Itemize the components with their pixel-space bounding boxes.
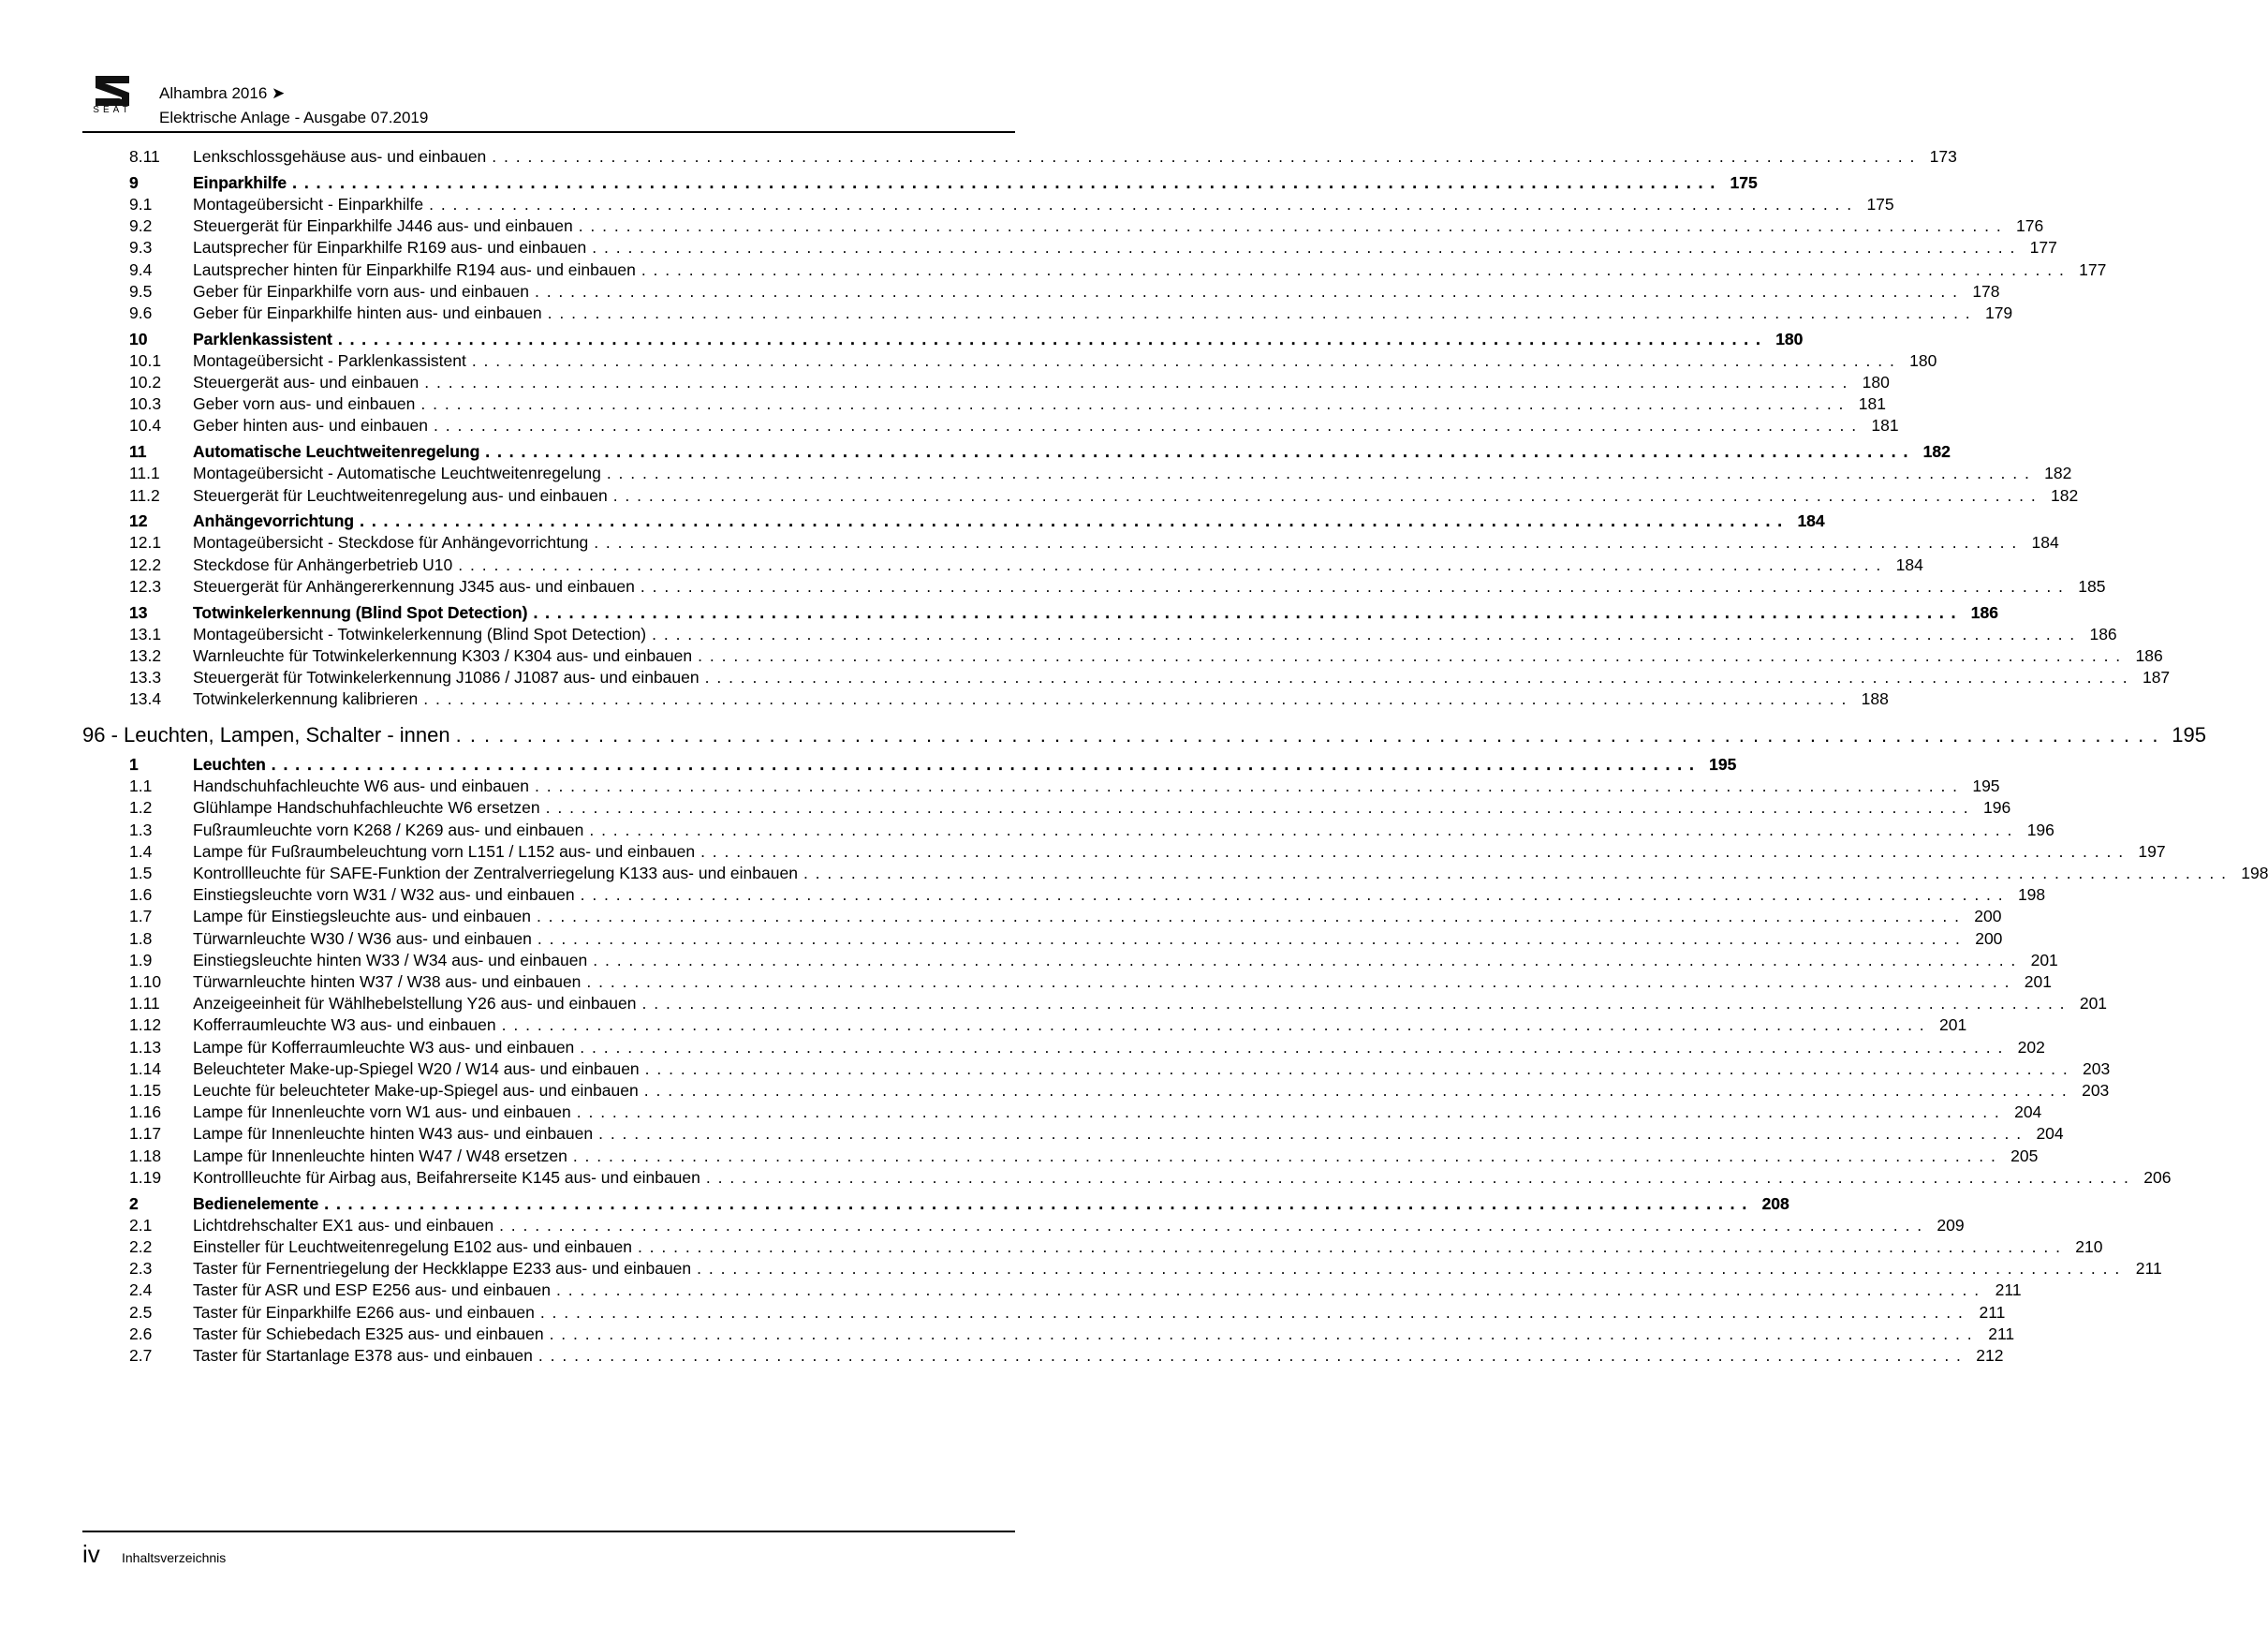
toc-title: Lampe für Innenleuchte hinten W43 aus- und einbauen [193, 1124, 594, 1144]
toc-entry-row [129, 1302, 2006, 1323]
toc-leader-dots: . . . . . . . . . . . . . . . . . . . . . . . . . . . . . . . . . . . . . . . . . . . . . . . . . . . . . . . . . . . . . . . . . . . . . . . . . . . . . . . . . . . . . . . . . . . . . . . . . . . . . . . . . . . . . . . . . . . . . . . . [292, 172, 1716, 192]
toc-page-number: 185 [2078, 576, 2106, 596]
toc-page-number: 198 [2241, 864, 2268, 882]
toc-page-number: 211 [1995, 1280, 2022, 1300]
toc-number: 2 [129, 1193, 139, 1213]
toc-title: Geber für Einparkhilfe hinten aus- und einbauen [193, 303, 542, 322]
toc-number: 9.4 [129, 259, 153, 279]
toc-page-number: 211 [1979, 1302, 2006, 1322]
toc-number: 9.1 [129, 194, 153, 214]
toc-leader-dots: . . . . . . . . . . . . . . . . . . . . . . . . . . . . . . . . . . . . . . . . . . . . . . . . . . . . . . . . . . . . . . . . . . . . . . . . . . . . . . . . . . . . . . . . . . . . . . . . . . . . . . . . . . . . . . . . . . . . . . . . [697, 1259, 2121, 1279]
toc-title: Automatische Leuchtweitenregelung [193, 442, 480, 462]
toc-entry-row [129, 1236, 2103, 1257]
toc-page-number: 187 [2142, 668, 2171, 688]
toc-title: Lampe für Kofferraumleuchte W3 aus- und einbauen [193, 1037, 575, 1057]
toc-number: 9.5 [129, 281, 153, 301]
toc-page-number: 203 [2082, 1081, 2110, 1100]
toc-leader-dots: . . . . . . . . . . . . . . . . . . . . . . . . . . . . . . . . . . . . . . . . . . . . . . . . . . . . . . . . . . . . . . . . . . . . . . . . . . . . . . . . . . . . . . . . . . . . . . . . . . . . . . . . . . . . . . . . . . . . . . . . [705, 1167, 2130, 1187]
toc-leader-dots: . . . . . . . . . . . . . . . . . . . . . . . . . . . . . . . . . . . . . . . . . . . . . . . . . . . . . . . . . . . . . . . . . . . . . . . . . . . . . . . . . . . . . . . . . . . . . . . . . . . . . . . . . . . . . . . . . . . . . . . . [535, 777, 1959, 796]
toc-leader-dots: . . . . . . . . . . . . . . . . . . . . . . . . . . . . . . . . . . . . . . . . . . . . . . . . . . . . . . . . . . . . . . . . . . . . . . . . . . . . . . . . . . . . . . . . . . . . . . . . . . . . . . . . . . . . . . . . . . . . . . . . [434, 416, 1858, 436]
toc-page-number: 175 [1730, 172, 1758, 192]
toc-entry-row [129, 841, 2166, 862]
toc-page-number: 176 [2016, 216, 2044, 236]
toc-number: 2.2 [129, 1236, 153, 1256]
toc-leader-dots: . . . . . . . . . . . . . . . . . . . . . . . . . . . . . . . . . . . . . . . . . . . . . . . . . . . . . . . . . . . . . . . . . . . . . . . . . . . . . . . . . . . . . . . . . . . . . . . . . . . . . . . . . . . . . . . . . . . . . . . . [492, 147, 1916, 166]
toc-title: Taster für Einparkhilfe E266 aus- und einbauen [193, 1302, 535, 1322]
toc-entry-row [129, 238, 2057, 258]
toc-entry-row [129, 972, 2052, 992]
toc-title: Warnleuchte für Totwinkelerkennung K303 / K304 aus- und einbauen [193, 645, 693, 665]
toc-entry-row [129, 645, 2163, 666]
toc-number: 1.11 [129, 994, 160, 1013]
toc-title: Steuergerät für Totwinkelerkennung J1086 / J1087 aus- und einbauen [193, 668, 700, 688]
toc-title: Montageübersicht - Einparkhilfe [193, 194, 424, 214]
toc-leader-dots: . . . . . . . . . . . . . . . . . . . . . . . . . . . . . . . . . . . . . . . . . . . . . . . . . . . . . . . . . . . . . . . . . . . . . . . . . . . . . . . . . . . . . . . . . . . . . . . . . . . . . . . . . . . . . . . . . . . . . . . . [429, 194, 1853, 214]
toc-title: Parklenkassistent [193, 329, 332, 348]
toc-number: 10 [129, 329, 148, 348]
toc-leader-dots: . . . . . . . . . . . . . . . . . . . . . . . . . . . . . . . . . . . . . . . . . . . . . . . . . . . . . . . . . . . . . . . . . . . . . . . . . . . . . . . . . . . . . . . . . . . . . . . . . . . . . . . . . . . . . . . . . . . . . . . . [576, 1102, 2001, 1122]
toc-title: Geber hinten aus- und einbauen [193, 416, 429, 436]
toc-entry-row [129, 394, 1886, 414]
toc-number: 8.11 [129, 147, 160, 166]
toc-title: Lautsprecher hinten für Einparkhilfe R194 aus- und einbauen [193, 259, 636, 279]
toc-leader-dots: . . . . . . . . . . . . . . . . . . . . . . . . . . . . . . . . . . . . . . . . . . . . . . . . . . . . . . . . . . . . . . . . . . . . . . . . . . . . . . . . . . . . . . . . . . . . . . . . . . . . . . . . . . . . . . . . . . . . . . . . [593, 950, 2017, 969]
toc-entry-row [129, 533, 2059, 553]
toc-number: 13.1 [129, 624, 162, 643]
toc-entry-row [129, 864, 2268, 883]
toc-number: 1.10 [129, 972, 162, 991]
toc-number: 10.4 [129, 416, 162, 436]
toc-leader-dots: . . . . . . . . . . . . . . . . . . . . . . . . . . . . . . . . . . . . . . . . . . . . . . . . . . . . . . . . . . . . . . . . . . . . . . . . . . . . . . . . . . . . . . . . . . . . . . . . . . . . . . . . . . . . . . . . . . . . . . . . [704, 668, 2129, 688]
toc-page-number: 186 [1970, 602, 1998, 622]
toc-chapter-row [129, 442, 1951, 462]
toc-entry-row [129, 907, 2002, 926]
toc-number: 10.2 [129, 373, 162, 392]
toc-page-number: 173 [1929, 147, 1957, 166]
toc-page-number: 177 [2029, 238, 2057, 258]
toc-entry-row [129, 555, 1923, 575]
toc-number: 1.8 [129, 928, 153, 948]
toc-page-number: 178 [1972, 281, 2000, 301]
toc-entry-row [129, 950, 2058, 970]
toc-entry-row [129, 281, 2000, 302]
toc-title: Steuergerät aus- und einbauen [193, 373, 420, 392]
toc-leader-dots: . . . . . . . . . . . . . . . . . . . . . . . . . . . . . . . . . . . . . . . . . . . . . . . . . . . . . . . . . . . . . . . . . . . . . . . . . . . . . . . . . . . . . . . . . . . . . . . . . . . . . . . . . . . . . . . . . . . . . . . . [501, 1015, 1926, 1035]
toc-page-number: 205 [2010, 1146, 2039, 1165]
toc-leader-dots: . . . . . . . . . . . . . . . . . . . . . . . . . . . . . . . . . . . . . . . . . . . . . . . . . . . . . . . . . . . . . . . . . . . . . . . . . . . . . . . . . . . . . . . . . . . . . . . . . . . . . . . . . . . . . . . . . . . . . . . . [594, 533, 2018, 553]
toc-page-number: 182 [2044, 464, 2072, 483]
toc-page-number: 184 [1797, 511, 1825, 531]
toc-page-number: 209 [1937, 1215, 1965, 1235]
footer-divider [82, 1531, 1015, 1532]
toc-entry-row [129, 1259, 2162, 1279]
toc-title: Anzeigeeinheit für Wählhebelstellung Y26 aus- und einbauen [193, 994, 637, 1013]
toc-leader-dots: . . . . . . . . . . . . . . . . . . . . . . . . . . . . . . . . . . . . . . . . . . . . . . . . . . . . . . . . . . . . . . . . . . . . . . . . . . . . . . . . . . . . . . . . . . . . . . . . . . . . . . . . . . . . . . . . . . . . . . . . [586, 972, 2010, 991]
toc-page-number: 180 [1775, 329, 1804, 348]
toc-page-number: 203 [2083, 1058, 2111, 1078]
toc-number: 1.17 [129, 1124, 162, 1144]
toc-page-number: 180 [1909, 350, 1937, 370]
toc-leader-dots: . . . . . . . . . . . . . . . . . . . . . . . . . . . . . . . . . . . . . . . . . . . . . . . . . . . . . . . . . . . . . . . . . . . . . . . . . . . . . . . . . . . . . . . . . . . . . . . . . . . . . . . . . . . . . . . . . . . . . . . . [360, 511, 1784, 531]
toc-leader-dots: . . . . . . . . . . . . . . . . . . . . . . . . . . . . . . . . . . . . . . . . . . . . . . . . . . . . . . . . . . . . . . . . . . . . . . . . . . . . . . . . . . . . . . . . . . . . . . . . . . . . . . . . . . . . . . . . . . . . . . . . [423, 689, 1848, 709]
toc-number: 1.16 [129, 1102, 162, 1122]
toc-number: 11.2 [129, 485, 160, 505]
toc-page-number: 211 [1988, 1324, 2015, 1343]
toc-page-number: 180 [1862, 373, 1890, 392]
toc-chapter-row [129, 172, 1758, 193]
toc-number: 2.1 [129, 1215, 153, 1235]
toc-title: Leuchten [193, 755, 266, 774]
toc-number: 13.4 [129, 689, 162, 709]
toc-page-number: 201 [1938, 1015, 1967, 1035]
toc-title: Taster für Fernentriegelung der Heckklappe E233 aus- und einbauen [193, 1259, 692, 1279]
toc-leader-dots: . . . . . . . . . . . . . . . . . . . . . . . . . . . . . . . . . . . . . . . . . . . . . . . . . . . . . . . . . . . . . . . . . . . . . . . . . . . . . . . . . . . . . . . . . . . . . . . . . . . . . . . . . . . . . . . . . . . . . . . . [455, 722, 2159, 747]
toc-page-number: 204 [2014, 1102, 2042, 1122]
toc-number: 10.1 [129, 350, 162, 370]
toc-leader-dots: . . . . . . . . . . . . . . . . . . . . . . . . . . . . . . . . . . . . . . . . . . . . . . . . . . . . . . . . . . . . . . . . . . . . . . . . . . . . . . . . . . . . . . . . . . . . . . . . . . . . . . . . . . . . . . . . . . . . . . . . [640, 576, 2065, 596]
toc-title: Lampe für Innenleuchte hinten W47 / W48 ersetzen [193, 1146, 567, 1165]
toc-page-number: 212 [1976, 1345, 2004, 1365]
toc-page-number: 188 [1861, 689, 1889, 709]
toc-chapter-row [129, 755, 1737, 775]
toc-number: 2.7 [129, 1345, 153, 1365]
toc-leader-dots: . . . . . . . . . . . . . . . . . . . . . . . . . . . . . . . . . . . . . . . . . . . . . . . . . . . . . . . . . . . . . . . . . . . . . . . . . . . . . . . . . . . . . . . . . . . . . . . . . . . . . . . . . . . . . . . . . . . . . . . . [641, 994, 2067, 1013]
toc-leader-dots: . . . . . . . . . . . . . . . . . . . . . . . . . . . . . . . . . . . . . . . . . . . . . . . . . . . . . . . . . . . . . . . . . . . . . . . . . . . . . . . . . . . . . . . . . . . . . . . . . . . . . . . . . . . . . . . . . . . . . . . . [499, 1215, 1923, 1235]
toc-page-number: 182 [1922, 442, 1951, 462]
toc-number: 1.4 [129, 841, 153, 861]
toc-entry-row [129, 259, 2107, 280]
toc-title: Einstiegsleuchte hinten W33 / W34 aus- und einbauen [193, 950, 588, 969]
toc-page-number: 195 [1709, 755, 1737, 774]
toc-title: Steuergerät für Anhängererkennung J345 aus- und einbauen [193, 576, 635, 596]
toc-page-number: 196 [1982, 798, 2011, 818]
toc-title: Lautsprecher für Einparkhilfe R169 aus- und einbauen [193, 238, 587, 258]
toc-title: Kofferraumleuchte W3 aus- und einbauen [193, 1015, 496, 1035]
toc-title: Geber für Einparkhilfe vorn aus- und einbauen [193, 281, 529, 301]
toc-title: Steuergerät für Leuchtweitenregelung aus- und einbauen [193, 485, 608, 505]
toc-page-number: 186 [2135, 645, 2163, 665]
toc-title: Einstiegsleuchte vorn W31 / W32 aus- und einbauen [193, 885, 575, 905]
toc-number: 1.1 [129, 777, 153, 796]
toc-title: Lampe für Innenleuchte vorn W1 aus- und einbauen [193, 1102, 571, 1122]
toc-leader-dots: . . . . . . . . . . . . . . . . . . . . . . . . . . . . . . . . . . . . . . . . . . . . . . . . . . . . . . . . . . . . . . . . . . . . . . . . . . . . . . . . . . . . . . . . . . . . . . . . . . . . . . . . . . . . . . . . . . . . . . . . [641, 259, 2066, 279]
toc-page-number: 175 [1866, 194, 1894, 214]
toc-page-number: 201 [2079, 994, 2108, 1013]
toc-number: 1.9 [129, 950, 153, 969]
toc-number: 1.6 [129, 885, 153, 905]
toc-title: Glühlampe Handschuhfachleuchte W6 ersetzen [193, 798, 540, 818]
footer-label: Inhaltsverzeichnis [122, 1550, 227, 1565]
toc-leader-dots: . . . . . . . . . . . . . . . . . . . . . . . . . . . . . . . . . . . . . . . . . . . . . . . . . . . . . . . . . . . . . . . . . . . . . . . . . . . . . . . . . . . . . . . . . . . . . . . . . . . . . . . . . . . . . . . . . . . . . . . . [471, 350, 1896, 370]
toc-page-number: 210 [2075, 1236, 2103, 1256]
toc-leader-dots: . . . . . . . . . . . . . . . . . . . . . . . . . . . . . . . . . . . . . . . . . . . . . . . . . . . . . . . . . . . . . . . . . . . . . . . . . . . . . . . . . . . . . . . . . . . . . . . . . . . . . . . . . . . . . . . . . . . . . . . . [547, 303, 1972, 322]
toc-leader-dots: . . . . . . . . . . . . . . . . . . . . . . . . . . . . . . . . . . . . . . . . . . . . . . . . . . . . . . . . . . . . . . . . . . . . . . . . . . . . . . . . . . . . . . . . . . . . . . . . . . . . . . . . . . . . . . . . . . . . . . . . [572, 1146, 1997, 1165]
toc-entry-row [129, 194, 1894, 214]
toc-leader-dots: . . . . . . . . . . . . . . . . . . . . . . . . . . . . . . . . . . . . . . . . . . . . . . . . . . . . . . . . . . . . . . . . . . . . . . . . . . . . . . . . . . . . . . . . . . . . . . . . . . . . . . . . . . . . . . . . . . . . . . . . [538, 1345, 1963, 1365]
toc-title: Steckdose für Anhängerbetrieb U10 [193, 555, 453, 574]
toc-entry-row [129, 1037, 2045, 1058]
toc-number: 9.6 [129, 303, 153, 322]
document-subtitle: Elektrische Anlage - Ausgabe 07.2019 [159, 109, 429, 126]
toc-title: Lichtdrehschalter EX1 aus- und einbauen [193, 1215, 494, 1235]
toc-leader-dots: . . . . . . . . . . . . . . . . . . . . . . . . . . . . . . . . . . . . . . . . . . . . . . . . . . . . . . . . . . . . . . . . . . . . . . . . . . . . . . . . . . . . . . . . . . . . . . . . . . . . . . . . . . . . . . . . . . . . . . . . [420, 394, 1845, 414]
toc-number: 1.19 [129, 1167, 162, 1187]
toc-entry-row [129, 216, 2044, 236]
toc-title: Taster für Startanlage E378 aus- und einbauen [193, 1345, 533, 1365]
toc-number: 2.6 [129, 1324, 153, 1343]
toc-number: 1.13 [129, 1037, 162, 1057]
toc-title: Kontrollleuchte für SAFE-Funktion der Zentralverriegelung K133 aus- und einbauen [193, 864, 798, 882]
toc-entry-row [129, 1324, 2015, 1344]
toc-page-number: 197 [2138, 841, 2166, 861]
toc-number: 9 [129, 172, 139, 192]
toc-leader-dots: . . . . . . . . . . . . . . . . . . . . . . . . . . . . . . . . . . . . . . . . . . . . . . . . . . . . . . . . . . . . . . . . . . . . . . . . . . . . . . . . . . . . . . . . . . . . . . . . . . . . . . . . . . . . . . . . . . . . . . . . [606, 464, 2031, 483]
toc-title: Lenkschlossgehäuse aus- und einbauen [193, 147, 487, 166]
toc-number: 10.3 [129, 394, 162, 414]
toc-leader-dots: . . . . . . . . . . . . . . . . . . . . . . . . . . . . . . . . . . . . . . . . . . . . . . . . . . . . . . . . . . . . . . . . . . . . . . . . . . . . . . . . . . . . . . . . . . . . . . . . . . . . . . . . . . . . . . . . . . . . . . . . [271, 755, 1696, 774]
toc-title: Fußraumleuchte vorn K268 / K269 aus- und einbauen [193, 820, 584, 839]
toc-number: 11.1 [129, 464, 160, 483]
toc-number: 1.15 [129, 1081, 162, 1100]
toc-page-number: 211 [2135, 1259, 2162, 1279]
toc-entry-row [129, 303, 2013, 323]
document-title: Alhambra 2016 ➤ [159, 84, 286, 102]
toc-leader-dots: . . . . . . . . . . . . . . . . . . . . . . . . . . . . . . . . . . . . . . . . . . . . . . . . . . . . . . . . . . . . . . . . . . . . . . . . . . . . . . . . . . . . . . . . . . . . . . . . . . . . . . . . . . . . . . . . . . . . . . . . [545, 798, 1970, 818]
toc-title: Einparkhilfe [193, 172, 287, 192]
toc-number: 12.3 [129, 576, 162, 596]
toc-number: 1.18 [129, 1146, 162, 1165]
toc-page-number: 181 [1858, 394, 1886, 414]
toc-title: Lampe für Einstiegsleuchte aus- und einbauen [193, 907, 531, 926]
toc-title: Handschuhfachleuchte W6 aus- und einbauen [193, 777, 529, 796]
toc-number: 1.12 [129, 1015, 162, 1035]
toc-leader-dots: . . . . . . . . . . . . . . . . . . . . . . . . . . . . . . . . . . . . . . . . . . . . . . . . . . . . . . . . . . . . . . . . . . . . . . . . . . . . . . . . . . . . . . . . . . . . . . . . . . . . . . . . . . . . . . . . . . . . . . . . [424, 373, 1848, 392]
toc-leader-dots: . . . . . . . . . . . . . . . . . . . . . . . . . . . . . . . . . . . . . . . . . . . . . . . . . . . . . . . . . . . . . . . . . . . . . . . . . . . . . . . . . . . . . . . . . . . . . . . . . . . . . . . . . . . . . . . . . . . . . . . . [580, 1037, 2004, 1057]
toc-entry-row [129, 1081, 2110, 1101]
toc-page-number: 206 [2143, 1167, 2172, 1187]
toc-entry-row [129, 668, 2171, 688]
toc-number: 2.3 [129, 1259, 153, 1279]
toc-entry-row [129, 576, 2106, 597]
toc-number: 2.4 [129, 1280, 153, 1300]
toc-leader-dots: . . . . . . . . . . . . . . . . . . . . . . . . . . . . . . . . . . . . . . . . . . . . . . . . . . . . . . . . . . . . . . . . . . . . . . . . . . . . . . . . . . . . . . . . . . . . . . . . . . . . . . . . . . . . . . . . . . . . . . . . [589, 820, 2013, 839]
toc-entry-row [129, 1124, 2064, 1144]
toc-leader-dots: . . . . . . . . . . . . . . . . . . . . . . . . . . . . . . . . . . . . . . . . . . . . . . . . . . . . . . . . . . . . . . . . . . . . . . . . . . . . . . . . . . . . . . . . . . . . . . . . . . . . . . . . . . . . . . . . . . . . . . . . [337, 329, 1762, 348]
toc-leader-dots: . . . . . . . . . . . . . . . . . . . . . . . . . . . . . . . . . . . . . . . . . . . . . . . . . . . . . . . . . . . . . . . . . . . . . . . . . . . . . . . . . . . . . . . . . . . . . . . . . . . . . . . . . . . . . . . . . . . . . . . . [803, 864, 2228, 882]
toc-entry-row [129, 928, 2003, 949]
toc-page-number: 186 [2089, 624, 2117, 643]
toc-page-number: 181 [1871, 416, 1899, 436]
toc-title: Totwinkelerkennung kalibrieren [193, 689, 419, 709]
toc-leader-dots: . . . . . . . . . . . . . . . . . . . . . . . . . . . . . . . . . . . . . . . . . . . . . . . . . . . . . . . . . . . . . . . . . . . . . . . . . . . . . . . . . . . . . . . . . . . . . . . . . . . . . . . . . . . . . . . . . . . . . . . . [485, 442, 1909, 462]
toc-leader-dots: . . . . . . . . . . . . . . . . . . . . . . . . . . . . . . . . . . . . . . . . . . . . . . . . . . . . . . . . . . . . . . . . . . . . . . . . . . . . . . . . . . . . . . . . . . . . . . . . . . . . . . . . . . . . . . . . . . . . . . . . [556, 1280, 1981, 1300]
toc-leader-dots: . . . . . . . . . . . . . . . . . . . . . . . . . . . . . . . . . . . . . . . . . . . . . . . . . . . . . . . . . . . . . . . . . . . . . . . . . . . . . . . . . . . . . . . . . . . . . . . . . . . . . . . . . . . . . . . . . . . . . . . . [549, 1324, 1974, 1343]
toc-entry-row [129, 820, 2054, 840]
toc-leader-dots: . . . . . . . . . . . . . . . . . . . . . . . . . . . . . . . . . . . . . . . . . . . . . . . . . . . . . . . . . . . . . . . . . . . . . . . . . . . . . . . . . . . . . . . . . . . . . . . . . . . . . . . . . . . . . . . . . . . . . . . . [578, 216, 2003, 236]
toc-title: Kontrollleuchte für Airbag aus, Beifahrerseite K145 aus- und einbauen [193, 1167, 700, 1187]
toc-number: 9.3 [129, 238, 153, 258]
toc-entry-row [129, 1280, 2022, 1300]
toc-title: Steuergerät für Einparkhilfe J446 aus- und einbauen [193, 216, 573, 236]
toc-number: 13 [129, 602, 148, 622]
footer-page-number: iv [82, 1540, 100, 1568]
toc-entry-row [129, 624, 2117, 644]
toc-title: Montageübersicht - Automatische Leuchtweitenregelung [193, 464, 601, 483]
toc-entry-row [129, 689, 1889, 709]
toc-leader-dots: . . . . . . . . . . . . . . . . . . . . . . . . . . . . . . . . . . . . . . . . . . . . . . . . . . . . . . . . . . . . . . . . . . . . . . . . . . . . . . . . . . . . . . . . . . . . . . . . . . . . . . . . . . . . . . . . . . . . . . . . [580, 885, 2005, 905]
toc-page-number: 202 [2017, 1037, 2045, 1057]
toc-page-number: 184 [1895, 555, 1923, 574]
toc-entry-row [129, 350, 1937, 371]
toc-number: 9.2 [129, 216, 153, 236]
toc-page-number: 198 [2017, 885, 2046, 905]
toc-leader-dots: . . . . . . . . . . . . . . . . . . . . . . . . . . . . . . . . . . . . . . . . . . . . . . . . . . . . . . . . . . . . . . . . . . . . . . . . . . . . . . . . . . . . . . . . . . . . . . . . . . . . . . . . . . . . . . . . . . . . . . . . [612, 485, 2038, 505]
toc-title: Lampe für Fußraumbeleuchtung vorn L151 / L152 aus- und einbauen [193, 841, 696, 861]
toc-leader-dots: . . . . . . . . . . . . . . . . . . . . . . . . . . . . . . . . . . . . . . . . . . . . . . . . . . . . . . . . . . . . . . . . . . . . . . . . . . . . . . . . . . . . . . . . . . . . . . . . . . . . . . . . . . . . . . . . . . . . . . . . [458, 555, 1882, 574]
toc-number: 1.2 [129, 798, 153, 818]
toc-leader-dots: . . . . . . . . . . . . . . . . . . . . . . . . . . . . . . . . . . . . . . . . . . . . . . . . . . . . . . . . . . . . . . . . . . . . . . . . . . . . . . . . . . . . . . . . . . . . . . . . . . . . . . . . . . . . . . . . . . . . . . . . [643, 1081, 2069, 1100]
toc-number: 1.5 [129, 864, 153, 882]
toc-title: Anhängevorrichtung [193, 511, 355, 531]
toc-leader-dots: . . . . . . . . . . . . . . . . . . . . . . . . . . . . . . . . . . . . . . . . . . . . . . . . . . . . . . . . . . . . . . . . . . . . . . . . . . . . . . . . . . . . . . . . . . . . . . . . . . . . . . . . . . . . . . . . . . . . . . . . [598, 1124, 2023, 1144]
toc-leader-dots: . . . . . . . . . . . . . . . . . . . . . . . . . . . . . . . . . . . . . . . . . . . . . . . . . . . . . . . . . . . . . . . . . . . . . . . . . . . . . . . . . . . . . . . . . . . . . . . . . . . . . . . . . . . . . . . . . . . . . . . . [652, 624, 2076, 643]
toc-number: 2.5 [129, 1302, 153, 1322]
toc-entry-row [129, 1058, 2111, 1079]
toc-number: 1.14 [129, 1058, 162, 1078]
toc-title: Beleuchteter Make-up-Spiegel W20 / W14 aus- und einbauen [193, 1058, 640, 1078]
toc-entry-row [129, 994, 2108, 1013]
toc-entry-row [129, 1345, 2004, 1366]
toc-page-number: 204 [2036, 1124, 2064, 1144]
toc-title: 96 - Leuchten, Lampen, Schalter - innen [82, 722, 450, 747]
toc-entry-row [129, 1215, 1965, 1235]
toc-entry-row [129, 464, 2072, 483]
toc-number: 1.7 [129, 907, 153, 926]
toc-entry-row [129, 1167, 2172, 1188]
toc-leader-dots: . . . . . . . . . . . . . . . . . . . . . . . . . . . . . . . . . . . . . . . . . . . . . . . . . . . . . . . . . . . . . . . . . . . . . . . . . . . . . . . . . . . . . . . . . . . . . . . . . . . . . . . . . . . . . . . . . . . . . . . . [537, 928, 1962, 948]
toc-page-number: 182 [2051, 485, 2079, 505]
toc-entry-row [129, 1102, 2042, 1122]
toc-number: 12.1 [129, 533, 162, 553]
toc-leader-dots: . . . . . . . . . . . . . . . . . . . . . . . . . . . . . . . . . . . . . . . . . . . . . . . . . . . . . . . . . . . . . . . . . . . . . . . . . . . . . . . . . . . . . . . . . . . . . . . . . . . . . . . . . . . . . . . . . . . . . . . . [533, 602, 1957, 622]
toc-number: 11 [129, 442, 147, 462]
toc-leader-dots: . . . . . . . . . . . . . . . . . . . . . . . . . . . . . . . . . . . . . . . . . . . . . . . . . . . . . . . . . . . . . . . . . . . . . . . . . . . . . . . . . . . . . . . . . . . . . . . . . . . . . . . . . . . . . . . . . . . . . . . . [698, 645, 2122, 665]
toc-number: 12.2 [129, 555, 162, 574]
toc-title: Geber vorn aus- und einbauen [193, 394, 416, 414]
toc-page-number: 201 [2024, 972, 2052, 991]
toc-page-number: 201 [2030, 950, 2058, 969]
toc-title: Taster für Schiebedach E325 aus- und einbauen [193, 1324, 544, 1343]
toc-leader-dots: . . . . . . . . . . . . . . . . . . . . . . . . . . . . . . . . . . . . . . . . . . . . . . . . . . . . . . . . . . . . . . . . . . . . . . . . . . . . . . . . . . . . . . . . . . . . . . . . . . . . . . . . . . . . . . . . . . . . . . . . [637, 1236, 2062, 1256]
toc-number: 12 [129, 511, 148, 531]
toc-page-number: 200 [1975, 928, 2003, 948]
toc-page-number: 177 [2079, 259, 2107, 279]
toc-leader-dots: . . . . . . . . . . . . . . . . . . . . . . . . . . . . . . . . . . . . . . . . . . . . . . . . . . . . . . . . . . . . . . . . . . . . . . . . . . . . . . . . . . . . . . . . . . . . . . . . . . . . . . . . . . . . . . . . . . . . . . . . [536, 907, 1961, 926]
toc-chapter-row [129, 329, 1804, 349]
toc-entry-row [129, 1015, 1967, 1035]
toc-page-number: 200 [1974, 907, 2002, 926]
toc-chapter-row [129, 511, 1825, 531]
toc-page-number: 208 [1761, 1193, 1789, 1213]
toc-title: Montageübersicht - Parklenkassistent [193, 350, 466, 370]
toc-leader-dots: . . . . . . . . . . . . . . . . . . . . . . . . . . . . . . . . . . . . . . . . . . . . . . . . . . . . . . . . . . . . . . . . . . . . . . . . . . . . . . . . . . . . . . . . . . . . . . . . . . . . . . . . . . . . . . . . . . . . . . . . [592, 238, 2016, 258]
toc-number: 1 [129, 755, 139, 774]
toc-page-number: 195 [2172, 722, 2206, 747]
toc-page-number: 184 [2031, 533, 2059, 553]
toc-entry-row [129, 777, 2000, 796]
toc-number: 13.3 [129, 668, 162, 688]
toc-leader-dots: . . . . . . . . . . . . . . . . . . . . . . . . . . . . . . . . . . . . . . . . . . . . . . . . . . . . . . . . . . . . . . . . . . . . . . . . . . . . . . . . . . . . . . . . . . . . . . . . . . . . . . . . . . . . . . . . . . . . . . . . [534, 281, 1959, 301]
toc-entry-row [129, 798, 2011, 818]
toc-title: Türwarnleuchte hinten W37 / W38 aus- und einbauen [193, 972, 582, 991]
toc-leader-dots: . . . . . . . . . . . . . . . . . . . . . . . . . . . . . . . . . . . . . . . . . . . . . . . . . . . . . . . . . . . . . . . . . . . . . . . . . . . . . . . . . . . . . . . . . . . . . . . . . . . . . . . . . . . . . . . . . . . . . . . . [700, 841, 2125, 861]
toc-entry-row [129, 373, 1890, 392]
toc-chapter-row [129, 1193, 1789, 1214]
brand-wordmark: SEAT [93, 105, 132, 115]
toc-leader-dots: . . . . . . . . . . . . . . . . . . . . . . . . . . . . . . . . . . . . . . . . . . . . . . . . . . . . . . . . . . . . . . . . . . . . . . . . . . . . . . . . . . . . . . . . . . . . . . . . . . . . . . . . . . . . . . . . . . . . . . . . [644, 1058, 2069, 1078]
toc-title: Einsteller für Leuchtweitenregelung E102 aus- und einbauen [193, 1236, 632, 1256]
toc-title: Bedienelemente [193, 1193, 319, 1213]
toc-title: Türwarnleuchte W30 / W36 aus- und einbauen [193, 928, 532, 948]
toc-title: Taster für ASR und ESP E256 aus- und einbauen [193, 1280, 552, 1300]
toc-chapter-row [129, 602, 1998, 623]
toc-title: Montageübersicht - Steckdose für Anhängevorrichtung [193, 533, 589, 553]
toc-page-number: 179 [1984, 303, 2013, 322]
toc-entry-row [129, 147, 1957, 167]
toc-entry-row [129, 485, 2079, 506]
toc-leader-dots: . . . . . . . . . . . . . . . . . . . . . . . . . . . . . . . . . . . . . . . . . . . . . . . . . . . . . . . . . . . . . . . . . . . . . . . . . . . . . . . . . . . . . . . . . . . . . . . . . . . . . . . . . . . . . . . . . . . . . . . . [324, 1193, 1748, 1213]
toc-title: Montageübersicht - Totwinkelerkennung (Blind Spot Detection) [193, 624, 647, 643]
toc-page-number: 195 [1972, 777, 2000, 796]
toc-leader-dots: . . . . . . . . . . . . . . . . . . . . . . . . . . . . . . . . . . . . . . . . . . . . . . . . . . . . . . . . . . . . . . . . . . . . . . . . . . . . . . . . . . . . . . . . . . . . . . . . . . . . . . . . . . . . . . . . . . . . . . . . [539, 1302, 1965, 1322]
toc-entry-row [129, 416, 1899, 436]
toc-title: Leuchte für beleuchteter Make-up-Spiegel aus- und einbauen [193, 1081, 639, 1100]
toc-title: Totwinkelerkennung (Blind Spot Detection) [193, 602, 528, 622]
toc-number: 1.3 [129, 820, 153, 839]
toc-part-heading [82, 722, 2206, 747]
toc-entry-row [129, 1146, 2039, 1166]
toc-page-number: 196 [2026, 820, 2054, 839]
toc-entry-row [129, 885, 2046, 905]
toc-number: 13.2 [129, 645, 162, 665]
